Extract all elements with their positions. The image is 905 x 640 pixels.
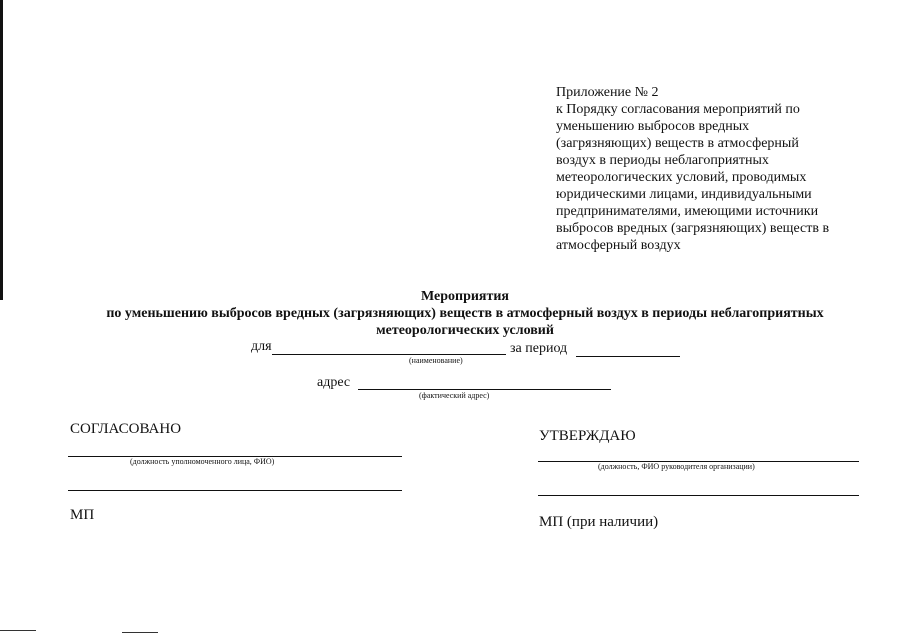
scan-edge-mark <box>0 630 36 631</box>
document-subtitle: по уменьшению выбросов вредных (загрязняющих) веществ в атмосферный воздух в периоды неблагоприятных <box>106 306 824 321</box>
approved-left-heading: СОГЛАСОВАНО <box>70 421 182 437</box>
appendix-line: юридическими лицами, индивидуальными <box>556 187 812 202</box>
document-subtitle-end: метеорологических условий <box>376 323 554 338</box>
appendix-note <box>556 84 876 254</box>
approved-left-stamp: МП <box>70 507 95 523</box>
address-hint: (фактический адрес) <box>419 391 490 400</box>
appendix-line: Приложение № 2 <box>556 85 659 100</box>
appendix-line: атмосферный воздух <box>556 238 681 253</box>
address-label: адрес <box>317 375 351 390</box>
director-position-hint: (должность, ФИО руководителя организации) <box>598 462 755 471</box>
organization-name-field[interactable] <box>272 354 506 355</box>
approver-position-hint: (должность уполномоченного лица, ФИО) <box>130 457 275 466</box>
left-edge-rule <box>0 0 3 300</box>
appendix-line: воздух в периоды неблагоприятных <box>556 153 769 168</box>
appendix-line: (загрязняющих) веществ в атмосферный <box>556 136 799 151</box>
director-signature-field[interactable] <box>538 495 859 496</box>
period-label: за период <box>510 341 568 356</box>
approved-right-heading: УТВЕРЖДАЮ <box>539 428 636 444</box>
period-field[interactable] <box>576 356 680 357</box>
approved-right-stamp: МП (при наличии) <box>539 514 659 530</box>
scan-edge-mark <box>122 632 158 633</box>
appendix-line: метеорологических условий, проводимых <box>556 170 807 185</box>
appendix-line: предпринимателями, имеющими источники <box>556 204 819 219</box>
for-label: для <box>251 339 272 354</box>
address-field[interactable] <box>358 389 611 390</box>
appendix-line: к Порядку согласования мероприятий по <box>556 102 800 117</box>
appendix-line: выбросов вредных (загрязняющих) веществ в <box>556 221 830 236</box>
document-title: Мероприятия <box>420 289 510 304</box>
approver-signature-field[interactable] <box>68 490 402 491</box>
appendix-line: уменьшению выбросов вредных <box>556 119 750 134</box>
organization-name-hint: (наименование) <box>409 356 463 365</box>
